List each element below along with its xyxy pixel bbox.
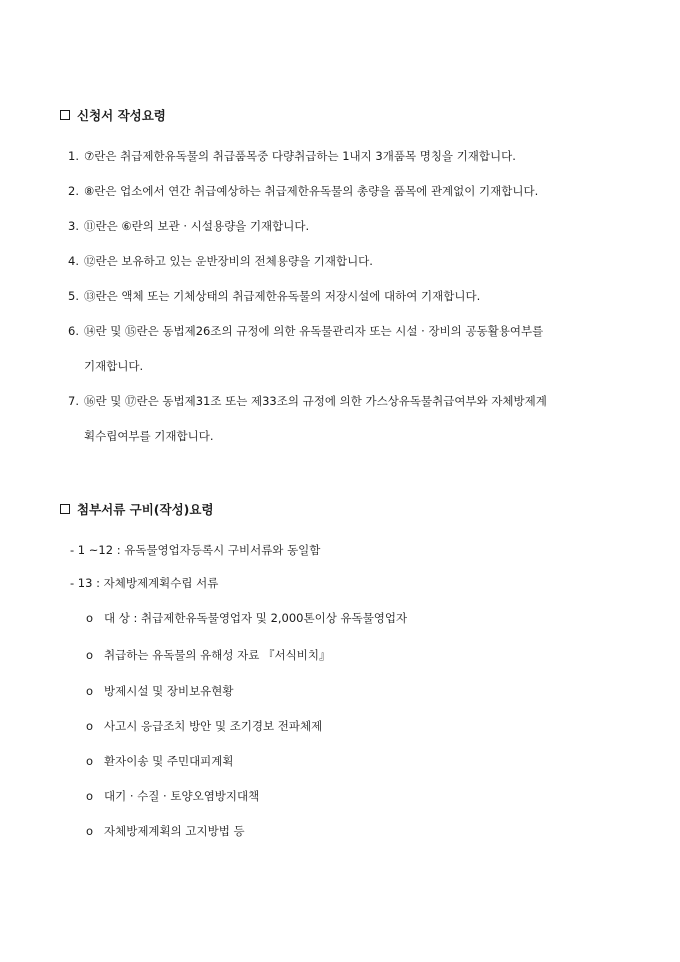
attachment-bullet-5: [86, 754, 234, 768]
item-number: 5.: [68, 289, 79, 303]
section-title-attachment-guide: [60, 500, 214, 518]
attachment-bullet-3: [86, 684, 234, 698]
guide-item-6-continuation: [84, 359, 143, 373]
dash-item-text: - 13 : 자체방제계획수립 서류: [70, 576, 219, 590]
item-text: ⑪란은 ⑥란의 보관 · 시설용량을 기재합니다.: [84, 219, 310, 233]
guide-item-2: [68, 184, 538, 198]
attachment-dash-item-2: [70, 576, 218, 590]
checkbox-square-icon: [60, 110, 70, 120]
item-number: 6.: [68, 324, 79, 338]
circle-bullet-icon: o: [86, 684, 94, 698]
checkbox-square-icon: [60, 504, 70, 514]
attachment-dash-item-1: [70, 543, 320, 557]
item-text: ⑬란은 액체 또는 기체상태의 취급제한유독물의 저장시설에 대하여 기재합니다.: [84, 289, 481, 303]
item-number: 3.: [68, 219, 79, 233]
circle-bullet-icon: o: [86, 789, 94, 803]
guide-item-3: [68, 219, 309, 233]
attachment-bullet-4: [86, 719, 322, 733]
circle-bullet-icon: o: [86, 719, 94, 733]
bullet-text: 방제시설 및 장비보유현황: [104, 684, 234, 698]
item-number: 7.: [68, 394, 79, 408]
bullet-text: 대 상 : 취급제한유독물영업자 및 2,000톤이상 유독물영업자: [104, 611, 408, 625]
attachment-bullet-2: [86, 648, 330, 662]
bullet-text: 환자이송 및 주민대피계획: [104, 754, 234, 768]
item-text: ⑦란은 취급제한유독물의 취급품목중 다량취급하는 1내지 3개품목 명칭을 기재합니다.: [84, 149, 516, 163]
attachment-bullet-7: [86, 824, 245, 838]
section-title-text: 첨부서류 구비(작성)요령: [77, 502, 214, 517]
guide-item-1: [68, 149, 516, 163]
section-title-application-guide: [60, 106, 166, 124]
item-text: 기재합니다.: [84, 359, 144, 373]
attachment-bullet-6: [86, 789, 259, 803]
bullet-text: 취급하는 유독물의 유해성 자료 『서식비치』: [104, 648, 331, 662]
item-text: ⑭란 및 ⑮란은 동법제26조의 규정에 의한 유독물관리자 또는 시설 · 장비의 공동활용여부를: [84, 324, 544, 338]
bullet-text: 사고시 응급조치 방안 및 조기경보 전파체제: [104, 719, 323, 733]
guide-item-7: [68, 394, 547, 408]
item-number: 1.: [68, 149, 79, 163]
item-text: 획수립여부를 기재합니다.: [84, 429, 214, 443]
section-title-text: 신청서 작성요령: [77, 108, 166, 123]
attachment-bullet-1: [86, 611, 407, 625]
item-text: ⑫란은 보유하고 있는 운반장비의 전체용량을 기재합니다.: [84, 254, 373, 268]
dash-item-text: - 1 ~12 : 유독물영업자등록시 구비서류와 동일함: [70, 543, 321, 557]
guide-item-5: [68, 289, 480, 303]
item-text: ⑯란 및 ⑰란은 동법제31조 또는 제33조의 규정에 의한 가스상유독물취급여부와 자체방제계: [84, 394, 547, 408]
guide-item-7-continuation: [84, 429, 214, 443]
item-text: ⑧란은 업소에서 연간 취급예상하는 취급제한유독물의 총량을 품목에 관계없이 기재합니다.: [84, 184, 539, 198]
bullet-text: 자체방제계획의 고지방법 등: [104, 824, 245, 838]
circle-bullet-icon: o: [86, 611, 94, 625]
guide-item-6: [68, 324, 543, 338]
item-number: 2.: [68, 184, 79, 198]
circle-bullet-icon: o: [86, 754, 94, 768]
item-number: 4.: [68, 254, 79, 268]
circle-bullet-icon: o: [86, 648, 94, 662]
guide-item-4: [68, 254, 373, 268]
bullet-text: 대기 · 수질 · 토양오염방지대책: [104, 789, 260, 803]
circle-bullet-icon: o: [86, 824, 94, 838]
